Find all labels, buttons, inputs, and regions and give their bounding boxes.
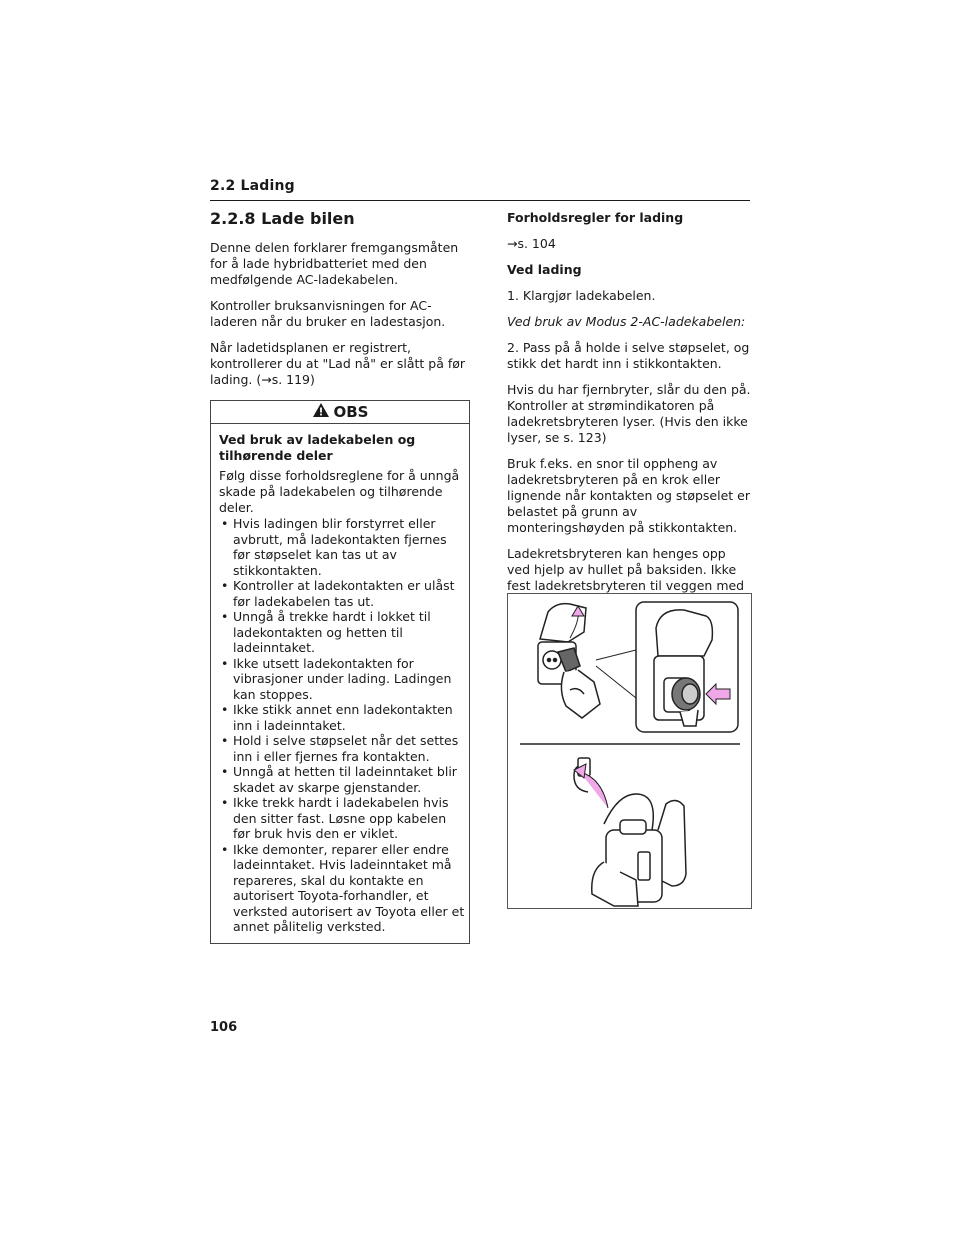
- warning-triangle-icon: [312, 402, 330, 422]
- list-item: • Ikke trekk hardt i ladekabelen hvis den sitter fast. Løsne opp kabelen før bruk hvis den er viklet.: [219, 795, 465, 842]
- precautions-title: Forholdsregler for lading: [507, 210, 684, 225]
- list-item: • Hvis ladingen blir forstyrret eller avbrutt, må ladekontakten fjernes før støpselet kan tas ut av stikkontakten.: [219, 516, 465, 578]
- schedule-paragraph: Når ladetidsplanen er registrert, kontrollerer du at "Lad nå" er slått på før lading. (→s. 119): [210, 340, 466, 387]
- mode-note: Ved bruk av Modus 2-AC-ladekabelen:: [507, 314, 746, 329]
- list-item: • Ikke stikk annet enn ladekontakten inn i ladeinntaket.: [219, 702, 465, 733]
- warning-box: [210, 400, 470, 944]
- list-item: • Kontroller at ladekontakten er ulåst før ladekabelen tas ut.: [219, 578, 465, 609]
- charging-title: Ved lading: [507, 262, 582, 277]
- step-1: 1. Klargjør ladekabelen.: [507, 288, 656, 303]
- list-item: • Ikke utsett ladekontakten for vibrasjoner under lading. Ladingen kan stoppes.: [219, 656, 465, 703]
- list-item: • Hold i selve støpselet når det settes inn i eller fjernes fra kontakten.: [219, 733, 465, 764]
- left-column: [210, 207, 470, 944]
- page-number: 106: [210, 1020, 238, 1035]
- warning-label: OBS: [333, 403, 369, 421]
- page-heading: 2.2.8 Lade bilen: [210, 209, 355, 228]
- callout-line: [596, 650, 636, 660]
- list-item: • Unngå å trekke hardt i lokket til ladekontakten og hetten til ladeinntaket.: [219, 609, 465, 656]
- outlet-lid-drawing: [538, 604, 600, 718]
- precautions-link[interactable]: →s. 104: [507, 236, 556, 251]
- right-column: [507, 207, 752, 620]
- warning-header: [211, 401, 469, 424]
- mounting-hole-paragraph: Ladekretsbryteren kan henges opp ved hjelp av hullet på baksiden. Ikke fest ladekretsbryteren til veggen med: [507, 546, 745, 593]
- warning-intro: Følg disse forholdsreglene for å unngå skade på ladekabelen og tilhørende deler.: [219, 468, 460, 515]
- remote-switch-paragraph: Hvis du har fjernbryter, slår du den på. Kontroller at strømindikatoren på ladekretsbryteren lyser. (Hvis den ikke lyser, se s. 123): [507, 382, 751, 445]
- charger-manual-paragraph: Kontroller bruksanvisningen for AC-laderen når du bruker en ladestasjon.: [210, 298, 446, 329]
- list-item: • Ikke demonter, reparer eller endre ladeinntaket. Hvis ladeinntaket må repareres, skal du kontakte en autorisert Toyota-forhandler, et verksted autorisert av Toyota eller et annet pålitelig verksted.: [219, 842, 465, 935]
- list-item: • Unngå at hetten til ladeinntaket blir skadet av skarpe gjenstander.: [219, 764, 465, 795]
- callout-line: [596, 666, 636, 698]
- hook-paragraph: Bruk f.eks. en snor til oppheng av ladekretsbryteren på en krok eller lignende når kontakten og støpselet er belastet på grunn av monteringshøyden på stikkontakten.: [507, 456, 750, 535]
- warning-bullet-list: [219, 516, 465, 935]
- warning-body: [211, 424, 469, 943]
- intro-paragraph: Denne delen forklarer fremgangsmåten for å lade hybridbatteriet med den medfølgende AC-ladekabelen.: [210, 240, 459, 287]
- warning-title: Ved bruk av ladekabelen og tilhørende deler: [219, 432, 416, 463]
- section-header: 2.2 Lading: [210, 178, 750, 201]
- plug-detail-drawing: [654, 610, 712, 726]
- charging-illustration-svg: [508, 594, 751, 908]
- charging-illustration: [507, 593, 752, 909]
- step-2: 2. Pass på å holde i selve støpselet, og stikk det hardt inn i stikkontakten.: [507, 340, 750, 371]
